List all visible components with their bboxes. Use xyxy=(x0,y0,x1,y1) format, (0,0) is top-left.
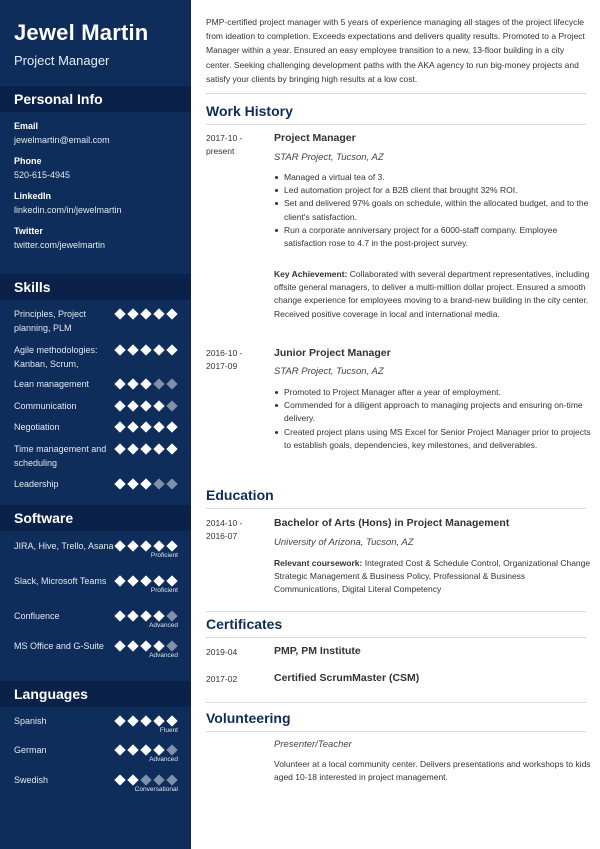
certificate-date: 2017-02 xyxy=(206,674,238,684)
education-heading: Education xyxy=(206,487,274,503)
skill-name: Time management and scheduling xyxy=(14,444,107,468)
certificate-name: PMP, PM Institute xyxy=(274,645,361,657)
rating-filled-icon xyxy=(127,443,138,454)
rating-filled-icon xyxy=(166,715,177,726)
software-name: MS Office and G-Suite xyxy=(14,641,104,651)
rating-filled-icon xyxy=(153,715,164,726)
rating-filled-icon xyxy=(153,640,164,651)
list-item: Managed a virtual tea of 3. xyxy=(274,171,592,184)
rating-filled-icon xyxy=(140,443,151,454)
rating-empty-icon xyxy=(153,774,164,785)
linkedin-value[interactable]: linkedin.com/in/jewelmartin xyxy=(14,205,122,215)
rating-filled-icon xyxy=(166,575,177,586)
rating-filled-icon xyxy=(127,308,138,319)
skill-name: Negotiation xyxy=(14,422,60,432)
rating-filled-icon xyxy=(127,378,138,389)
rating-filled-icon xyxy=(127,640,138,651)
rating-filled-icon xyxy=(166,344,177,355)
software-level: Advanced xyxy=(149,622,178,629)
twitter-value[interactable]: twitter.com/jewelmartin xyxy=(14,240,106,250)
email-label: Email xyxy=(14,121,39,131)
list-item: Run a corporate anniversary project for a 6000-staff company. Employee satisfaction rose to 4.7 in the post-project survey. xyxy=(274,224,592,250)
rating-filled-icon xyxy=(140,421,151,432)
job-company: STAR Project, Tucson, AZ xyxy=(274,152,384,163)
skill-name: Communication xyxy=(14,401,77,411)
section-divider xyxy=(206,637,586,638)
skill-name: Lean management xyxy=(14,379,90,389)
coursework-label: Relevant coursework: xyxy=(274,558,363,568)
rating-filled-icon xyxy=(127,344,138,355)
rating-filled-icon xyxy=(114,308,125,319)
skill-rating xyxy=(114,421,178,433)
rating-filled-icon xyxy=(153,744,164,755)
email-value[interactable]: jewelmartin@email.com xyxy=(14,135,110,145)
list-item: Led automation project for a B2B client that brought 32% ROI. xyxy=(274,184,592,197)
languages-heading: Languages xyxy=(0,681,191,707)
rating-filled-icon xyxy=(127,744,138,755)
skill-name: Agile methodologies: Kanban, Scrum, xyxy=(14,345,98,369)
sidebar xyxy=(0,0,191,849)
job-title: Project Manager xyxy=(274,132,356,144)
rating-filled-icon xyxy=(114,715,125,726)
job-bullets xyxy=(274,171,592,250)
section-divider xyxy=(206,731,586,732)
software-rating xyxy=(114,640,178,652)
section-divider xyxy=(206,93,586,94)
job-bullets xyxy=(274,386,592,452)
section-divider xyxy=(206,702,586,703)
rating-empty-icon xyxy=(166,478,177,489)
key-achievement xyxy=(274,268,592,321)
software-rating xyxy=(114,540,178,552)
skill-rating xyxy=(114,344,178,356)
rating-filled-icon xyxy=(153,308,164,319)
rating-empty-icon xyxy=(166,610,177,621)
education-date: 2014-10 - 2016-07 xyxy=(206,518,243,541)
rating-empty-icon xyxy=(140,774,151,785)
rating-filled-icon xyxy=(127,774,138,785)
skill-rating xyxy=(114,378,178,390)
language-name: German xyxy=(14,745,47,755)
volunteer-role: Presenter/Teacher xyxy=(274,739,352,750)
language-rating xyxy=(114,744,178,756)
school-name: University of Arizona, Tucson, AZ xyxy=(274,537,414,548)
software-rating xyxy=(114,575,178,587)
section-divider xyxy=(206,508,586,509)
rating-filled-icon xyxy=(166,421,177,432)
rating-filled-icon xyxy=(114,421,125,432)
relevant-coursework xyxy=(274,557,592,597)
rating-filled-icon xyxy=(140,344,151,355)
language-level: Fluent xyxy=(159,727,178,734)
rating-empty-icon xyxy=(166,378,177,389)
software-level: Proficient xyxy=(150,587,178,594)
rating-filled-icon xyxy=(114,610,125,621)
rating-filled-icon xyxy=(114,378,125,389)
list-item: Created project plans using MS Excel for Senior Project Manager prior to projects to establish goals, dependencies, key milestones, and deliverables. xyxy=(274,426,592,452)
rating-filled-icon xyxy=(127,400,138,411)
rating-filled-icon xyxy=(127,610,138,621)
rating-filled-icon xyxy=(166,443,177,454)
software-name: Confluence xyxy=(14,611,60,621)
rating-filled-icon xyxy=(127,575,138,586)
rating-filled-icon xyxy=(114,744,125,755)
resume-name: Jewel Martin xyxy=(14,20,149,45)
key-achievement-label: Key Achievement: xyxy=(274,269,348,279)
certificate-date: 2019-04 xyxy=(206,647,238,657)
software-name: JIRA, Hive, Trello, Asana xyxy=(14,541,114,551)
rating-empty-icon xyxy=(166,744,177,755)
rating-filled-icon xyxy=(114,400,125,411)
language-level: Conversational xyxy=(134,786,178,793)
rating-filled-icon xyxy=(140,308,151,319)
rating-filled-icon xyxy=(114,640,125,651)
rating-filled-icon xyxy=(153,421,164,432)
rating-filled-icon xyxy=(140,478,151,489)
job-date: 2017-10 - present xyxy=(206,133,243,156)
software-heading: Software xyxy=(0,505,191,531)
skill-rating xyxy=(114,308,178,320)
rating-filled-icon xyxy=(166,540,177,551)
phone-label: Phone xyxy=(14,156,42,166)
list-item: Commended for a diligent approach to managing projects and ensuring on-time delivery. xyxy=(274,399,592,425)
rating-filled-icon xyxy=(140,715,151,726)
profile-summary: PMP-certified project manager with 5 years of experience managing all stages of the project lifecycle from ideation to completion. Exceeds expectations and delivers quality results. Promoted to a Project Manager within a year. Ensured an easy employee transition to a new, 13-floor building in a city center. Seeking challenging development paths with the AKA agency to run big-money projects and satisfy your clients by bringing high results at a low cost. xyxy=(206,17,585,84)
coursework-text: Integrated Cost & Schedule Control, Organizational Change Strategic Management & Business Policy, Professional & Business Communications, Digital Literal Competency xyxy=(274,558,591,595)
list-item: Promoted to Project Manager after a year of employment. xyxy=(274,386,592,399)
rating-empty-icon xyxy=(166,400,177,411)
rating-empty-icon xyxy=(153,378,164,389)
software-rating xyxy=(114,610,178,622)
rating-filled-icon xyxy=(140,540,151,551)
rating-filled-icon xyxy=(114,774,125,785)
section-divider xyxy=(206,124,586,125)
job-date: 2016-10 - 2017-09 xyxy=(206,348,243,371)
degree-title: Bachelor of Arts (Hons) in Project Management xyxy=(274,517,510,529)
rating-filled-icon xyxy=(166,308,177,319)
skill-name: Leadership xyxy=(14,479,59,489)
work-history-heading: Work History xyxy=(206,103,293,119)
rating-filled-icon xyxy=(153,344,164,355)
software-level: Proficient xyxy=(150,552,178,559)
rating-filled-icon xyxy=(140,575,151,586)
list-item: Set and delivered 97% goals on schedule, within the allocated budget, and to the client's satisfaction. xyxy=(274,197,592,223)
rating-filled-icon xyxy=(114,478,125,489)
rating-filled-icon xyxy=(153,575,164,586)
rating-filled-icon xyxy=(114,540,125,551)
phone-value[interactable]: 520-615-4945 xyxy=(14,170,71,180)
skill-rating xyxy=(114,478,178,490)
rating-filled-icon xyxy=(153,610,164,621)
rating-filled-icon xyxy=(140,610,151,621)
rating-filled-icon xyxy=(114,575,125,586)
rating-filled-icon xyxy=(127,540,138,551)
rating-filled-icon xyxy=(127,478,138,489)
rating-filled-icon xyxy=(153,443,164,454)
rating-filled-icon xyxy=(153,400,164,411)
language-rating xyxy=(114,715,178,727)
personal-info-heading: Personal Info xyxy=(0,86,191,112)
skill-rating xyxy=(114,443,178,455)
rating-filled-icon xyxy=(114,443,125,454)
rating-filled-icon xyxy=(127,715,138,726)
rating-empty-icon xyxy=(166,640,177,651)
job-title: Junior Project Manager xyxy=(274,347,391,359)
rating-empty-icon xyxy=(153,478,164,489)
linkedin-label: LinkedIn xyxy=(14,191,52,201)
rating-filled-icon xyxy=(114,344,125,355)
volunteering-heading: Volunteering xyxy=(206,710,291,726)
rating-filled-icon xyxy=(140,378,151,389)
rating-filled-icon xyxy=(140,744,151,755)
rating-filled-icon xyxy=(127,421,138,432)
rating-filled-icon xyxy=(153,540,164,551)
resume-job-title: Project Manager xyxy=(14,53,110,68)
section-divider xyxy=(206,611,586,612)
software-level: Advanced xyxy=(149,652,178,659)
language-rating xyxy=(114,774,178,786)
skill-name: Principles, Project planning, PLM xyxy=(14,309,87,333)
volunteer-description: Volunteer at a local community center. Delivers presentations and workshops to kids aged 10-18 interested in project management. xyxy=(274,759,591,783)
certificates-heading: Certificates xyxy=(206,616,283,632)
skill-rating xyxy=(114,400,178,412)
language-name: Swedish xyxy=(14,775,49,785)
rating-filled-icon xyxy=(140,640,151,651)
rating-filled-icon xyxy=(140,400,151,411)
main-content xyxy=(191,0,600,849)
language-level: Advanced xyxy=(149,756,178,763)
twitter-label: Twitter xyxy=(14,226,43,236)
certificate-name: Certified ScrumMaster (CSM) xyxy=(274,672,420,684)
skills-heading: Skills xyxy=(0,274,191,300)
rating-empty-icon xyxy=(166,774,177,785)
language-name: Spanish xyxy=(14,716,47,726)
key-achievement-text: Collaborated with several department representatives, including offsite general managers, to deliver a multi-million dollar project. Ensured a smooth change experience for employees moving to a brand-new building in the city center. Received positive coverage in local and international media. xyxy=(274,269,590,319)
software-name: Slack, Microsoft Teams xyxy=(14,576,107,586)
job-company: STAR Project, Tucson, AZ xyxy=(274,366,384,377)
